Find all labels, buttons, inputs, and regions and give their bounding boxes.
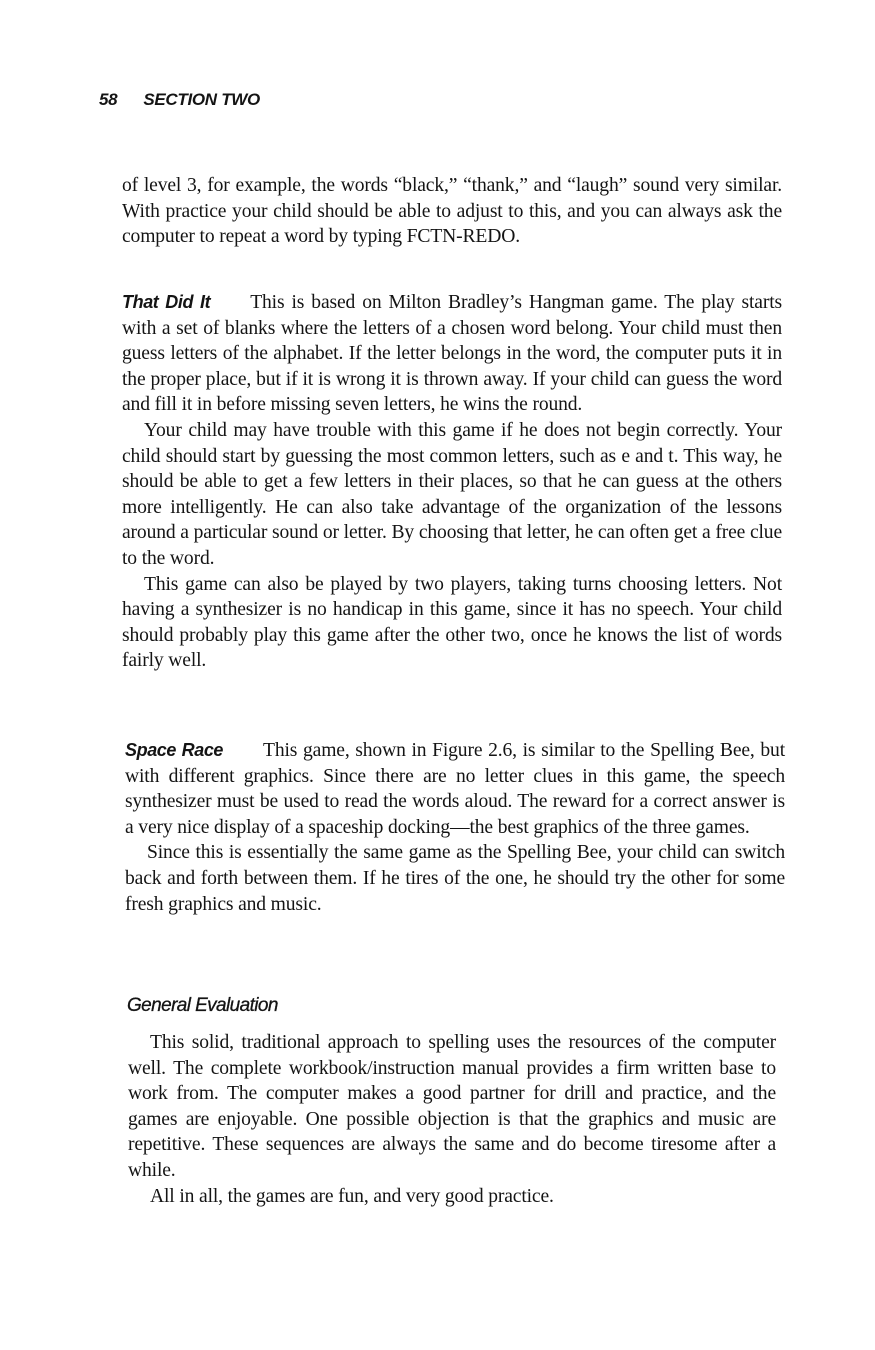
that-did-it-paragraph-1-text: This is based on Milton Bradley’s Hangman game. The play starts with a set of blanks where the letters of a chosen word belong. Your child must then guess letters of the alphabet. If the letter belongs in the word, the computer puts it in the proper place, but if it is wrong it is thrown away. If your child can guess the word and fill it in before missing seven letters, he wins the round. xyxy=(122,292,783,416)
section-title: SECTION TWO xyxy=(143,90,260,109)
general-evaluation-heading: General Evaluation xyxy=(127,995,278,1016)
that-did-it-paragraph-2: Your child may have trouble with this game if he does not begin correctly. Your child should start by guessing the most common letters, such as e and t. This way, he should be able to get a few letters in their places, so that he can guess at the others more intelligently. He can also take advantage of the organization of the lessons around a particular sound or letter. By choosing that letter, he can often get a free clue to the word. xyxy=(122,419,782,569)
running-head xyxy=(99,90,260,110)
continuation-paragraph-block xyxy=(122,173,782,250)
space-race-paragraph-2: Since this is essentially the same game as the Spelling Bee, your child can switch back and forth between them. If he tires of the one, he should try the other for some fresh graphics and music. xyxy=(125,842,785,915)
space-race-paragraph-1 xyxy=(125,738,785,840)
general-evaluation-section xyxy=(128,1030,776,1209)
general-evaluation-paragraph-2: All in all, the games are fun, and very good practice. xyxy=(150,1185,554,1207)
space-race-title: Space Race xyxy=(125,740,224,760)
space-race-paragraph-1-text: This game, shown in Figure 2.6, is similar to the Spelling Bee, but with different graphics. Since there are no letter clues in this game, the speech synthesizer must be used to read the words aloud. The reward for a correct answer is a very nice display of a spaceship docking—the best graphics of the three games. xyxy=(125,740,785,838)
that-did-it-title: That Did It xyxy=(122,292,211,312)
page-number: 58 xyxy=(99,90,118,109)
that-did-it-paragraph-1 xyxy=(122,290,782,418)
space-race-section xyxy=(125,738,785,917)
continuation-paragraph: of level 3, for example, the words “black,” “thank,” and “laugh” sound very similar. With practice your child should be able to adjust to this, and you can always ask the computer to repeat a word by typing FCTN-REDO. xyxy=(122,175,782,248)
general-evaluation-paragraph-1: This solid, traditional approach to spelling uses the resources of the computer well. The complete workbook/instruction manual provides a firm written base to work from. The computer makes a good partner for drill and practice, and the games are enjoyable. One possible objection is that the graphics and music are repetitive. These sequences are always the same and do become tiresome after a while. xyxy=(128,1032,776,1181)
that-did-it-paragraph-3: This game can also be played by two players, taking turns choosing letters. Not having a synthesizer is no handicap in this game, since it has no speech. Your child should probably play this game after the other two, once he knows the list of words fairly well. xyxy=(122,573,782,672)
that-did-it-section xyxy=(122,290,782,674)
